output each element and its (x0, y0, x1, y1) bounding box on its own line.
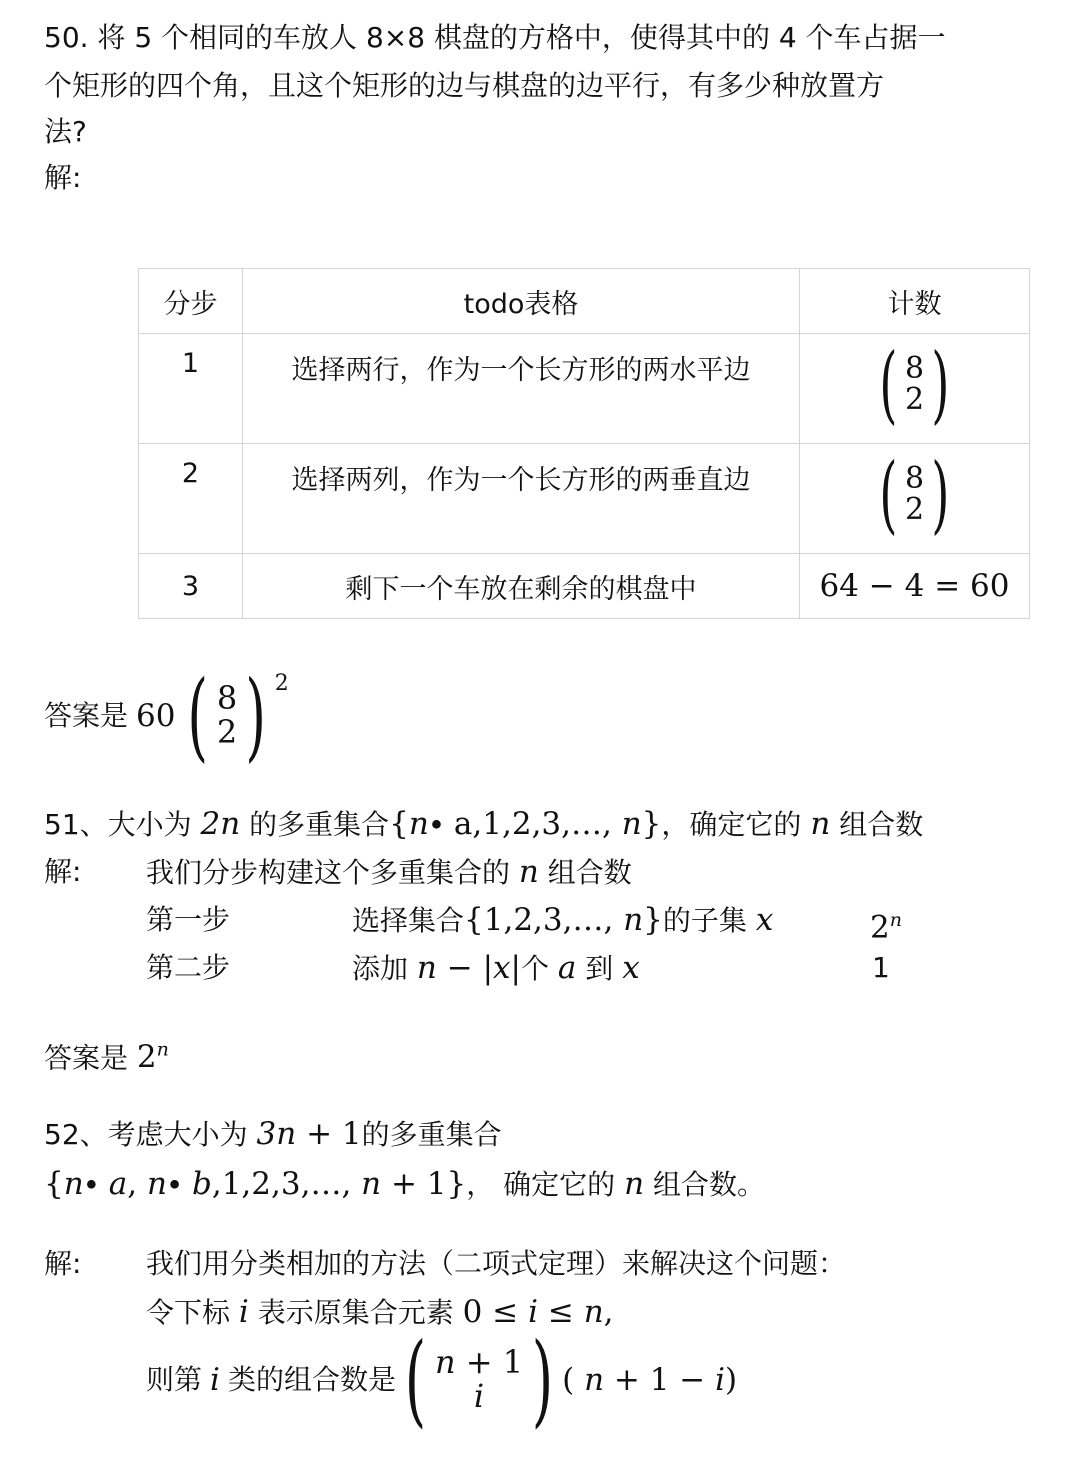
q-text: 的多重集合 (249, 808, 390, 841)
header-description: todo表格 (243, 269, 800, 334)
problem-50-answer (44, 660, 289, 772)
problem-51-solution-label: 解: (44, 855, 82, 888)
problem-51-answer: 答案是 2$^n$ (44, 1039, 169, 1076)
problem-52-solution-line-1: 我们用分类相加的方法（二项式定理）来解决这个问题： (146, 1247, 847, 1280)
step-2-count: 1 (872, 951, 890, 984)
binomial-coefficient: ( n + 1 i ) (404, 1321, 554, 1438)
answer-exponent: 2 (274, 671, 289, 696)
q-text: ，确定它的 (661, 808, 802, 841)
row-step-number: 3 (139, 554, 243, 619)
problem-52-question-line-2: {n∙ a, n∙ b,1,2,3,…, n + 1}， 确定它的 n 组合数。 (44, 1166, 765, 1202)
table-row (139, 554, 1030, 619)
binomial-bottom: 2 (904, 492, 925, 527)
problem-52-solution-label: 解: (44, 1247, 82, 1280)
row-count-formula: 64 − 4 = 60 (800, 554, 1030, 619)
factor-expression: ( n + 1 − i) (562, 1362, 738, 1398)
binomial-top: 8 (904, 350, 925, 386)
row-step-number: 1 (181, 348, 200, 379)
problem-50-line-2: 个矩形的四个角，且这个矩形的边与棋盘的边平行，有多少种放置方 (44, 69, 885, 102)
header-step: 分步 (139, 269, 243, 334)
q-size: 2n (200, 806, 241, 842)
step-1-count: 2$^n$ (870, 909, 902, 946)
answer-coefficient: 60 (136, 698, 176, 734)
step-2-label: 第二步 (146, 951, 231, 984)
row-description: 剩下一个车放在剩余的棋盘中 (243, 554, 800, 619)
answer-label: 答案是 (44, 699, 129, 732)
steps-table (138, 268, 1030, 619)
binomial-bottom: 2 (904, 382, 925, 417)
binomial-bottom: 2 (216, 713, 238, 751)
row-description: 选择两列，作为一个长方形的两垂直边 (291, 465, 751, 496)
row-step-number: 2 (181, 458, 200, 489)
problem-51-solution-intro: 我们分步构建这个多重集合的 n 组合数 (146, 854, 632, 890)
problem-52-question-line-1: 52、考虑大小为 3n + 1的多重集合 (44, 1116, 502, 1152)
step-1-label: 第一步 (146, 903, 231, 936)
problem-50-solution-label: 解: (44, 161, 82, 194)
problem-52-solution-line-2: 令下标 i 表示原集合元素 0 ≤ i ≤ n, (146, 1294, 614, 1330)
binomial-top: 8 (216, 679, 238, 718)
binomial-coefficient: ( 8 2 ) (879, 445, 950, 543)
table-header-row (139, 269, 1030, 334)
binomial-top: 8 (904, 460, 925, 496)
step-2-description: 添加 n − |x|个 a 到 x (352, 950, 640, 986)
q-text: 51、大小为 (44, 808, 192, 841)
binomial-bottom: i (473, 1377, 485, 1415)
problem-50-line-3: 法? (44, 115, 87, 148)
header-count: 计数 (800, 269, 1030, 334)
binomial-top: n + 1 (434, 1343, 524, 1382)
row-description: 选择两行，作为一个长方形的两水平边 (291, 355, 751, 386)
problem-50-line-1: 50. 将 5 个相同的车放人 8×8 棋盘的方格中，使得其中的 4 个车占据一 (44, 21, 946, 54)
step-1-description: 选择集合{1,2,3,…, n}的子集 x (352, 902, 774, 938)
table-row (139, 444, 1030, 554)
problem-51-question: 51、大小为 2n 的多重集合{n∙ a,1,2,3,…, n}，确定它的 n 组合数 (44, 806, 924, 842)
table-row (139, 334, 1030, 444)
problem-52-solution-line-3: 则第 i 类的组合数是 ( n + 1 i ) ( n + 1 − i) (146, 1321, 738, 1438)
answer-binomial: ( 8 2 ) (187, 660, 267, 772)
q-text: 组合数 (839, 808, 924, 841)
binomial-coefficient: ( 8 2 ) (879, 335, 950, 433)
